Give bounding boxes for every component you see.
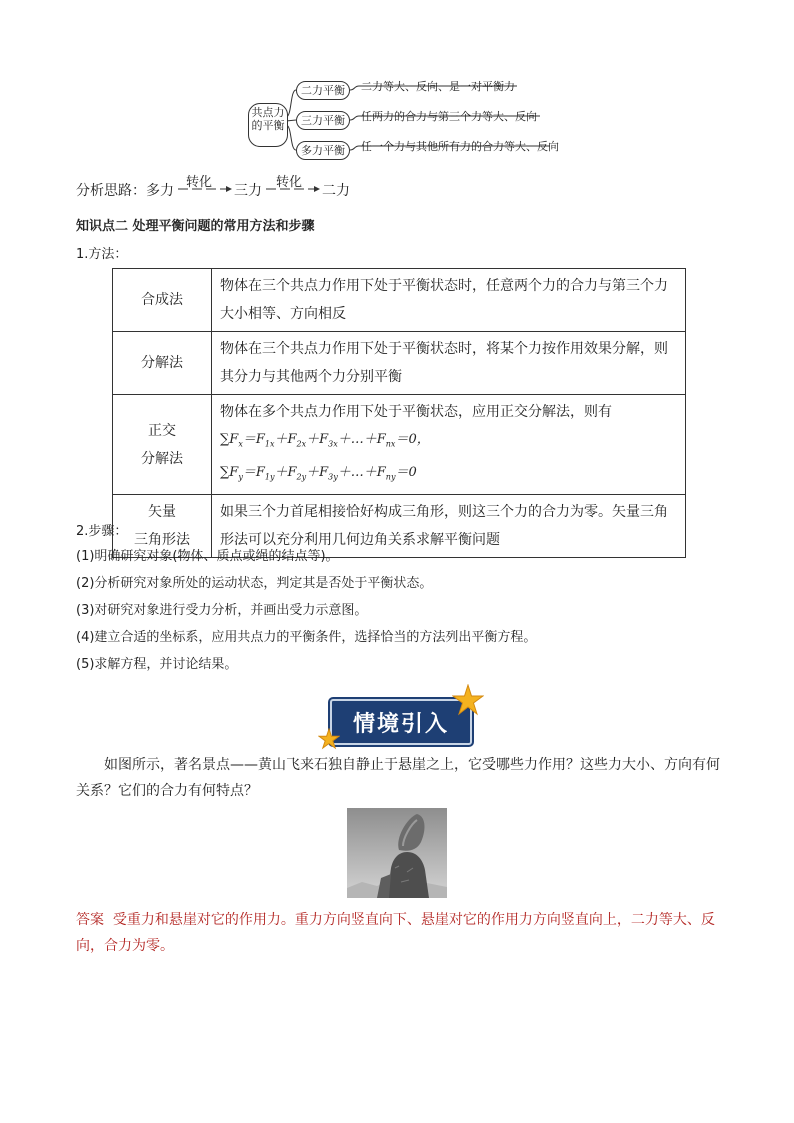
mindmap-node-multi-force: 多力平衡 xyxy=(296,141,350,160)
analysis-step-two: 二力 xyxy=(322,183,350,199)
steps-heading: 2.步骤： xyxy=(76,524,128,539)
methods-table xyxy=(112,268,686,558)
mindmap-root xyxy=(248,103,288,147)
method-desc xyxy=(212,395,686,495)
table-row xyxy=(113,395,686,495)
answer-text: 受重力和悬崖对它的作用力。重力方向竖直向下、悬崖对它的作用力方向竖直向上，二力等大、反向，合力为零。 xyxy=(76,912,715,954)
method-name-line2: 三角形法 xyxy=(134,532,190,549)
method-desc-text: 物体在多个共点力作用下处于平衡状态，应用正交分解法，则有 xyxy=(220,404,612,420)
method-name xyxy=(113,395,212,495)
analysis-step-multi: 多力 xyxy=(146,183,174,199)
mindmap-desc-multi-force: 任一个力与其他所有力的合力等大、反向 xyxy=(361,140,559,153)
feilai-rock-photo xyxy=(347,808,447,898)
mindmap-node-three-force: 三力平衡 xyxy=(296,111,350,130)
method-name: 合成法 xyxy=(113,269,212,332)
mindmap-desc-three-force: 任两力的合力与第三个力等大、反向 xyxy=(361,110,537,123)
analysis-arrow2-label: 转化 xyxy=(276,175,303,190)
methods-heading: 1.方法： xyxy=(76,247,128,262)
mindmap-root-line1: 共点力 xyxy=(251,106,285,119)
step-item: (1)明确研究对象(物体、质点或绳的结点等)。 xyxy=(76,549,339,564)
method-desc: 物体在三个共点力作用下处于平衡状态时，任意两个力的合力与第三个力大小相等、方向相反 xyxy=(212,269,686,332)
scenario-banner xyxy=(330,699,472,745)
mindmap-desc-two-force: 二力等大、反向、是一对平衡力 xyxy=(361,80,515,93)
analysis-arrow2 xyxy=(266,183,322,195)
answer-label: 答案 xyxy=(76,912,104,928)
formula-y: $\sum F_y=F_{1y}+F_{2y}+F_{3y}+\dots+F_{ny}=0$ xyxy=(220,464,417,482)
table-row xyxy=(113,332,686,395)
table-row xyxy=(113,269,686,332)
scenario-question: 如图所示，著名景点——黄山飞来石独自静止于悬崖之上，它受哪些力作用？这些力大小、方向有何关系？它们的合力有何特点？ xyxy=(76,757,720,799)
method-name-line2: 分解法 xyxy=(141,450,183,467)
analysis-arrow1-label: 转化 xyxy=(186,175,213,190)
formula-x: $\sum F_x=F_{1x}+F_{2x}+F_{3x}+\dots+F_{nx}=0$， xyxy=(220,432,430,449)
analysis-step-three: 三力 xyxy=(234,183,262,199)
answer-block xyxy=(76,907,722,959)
step-item: (2)分析研究对象所处的运动状态，判定其是否处于平衡状态。 xyxy=(76,576,433,591)
mindmap-node-two-force: 二力平衡 xyxy=(296,81,350,100)
method-name-line1: 矢量 xyxy=(148,504,176,521)
method-name-line1: 正交 xyxy=(148,422,176,439)
star-icon xyxy=(318,728,340,750)
mindmap-root-line2: 的平衡 xyxy=(251,119,285,132)
method-desc: 物体在三个共点力作用下处于平衡状态时，将某个力按作用效果分解，则其分力与其他两个力分别平衡 xyxy=(212,332,686,395)
star-icon xyxy=(452,684,484,716)
method-desc: 如果三个力首尾相接恰好构成三角形，则这三个力的合力为零。矢量三角形法可以充分利用几何边角关系求解平衡问题 xyxy=(212,495,686,558)
step-item: (3)对研究对象进行受力分析，并画出受力示意图。 xyxy=(76,603,368,618)
step-item: (4)建立合适的坐标系，应用共点力的平衡条件，选择恰当的方法列出平衡方程。 xyxy=(76,630,537,645)
analysis-label: 分析思路： xyxy=(76,183,146,199)
section-heading: 知识点二 处理平衡问题的常用方法和步骤 xyxy=(76,219,315,234)
step-item: (5)求解方程，并讨论结果。 xyxy=(76,657,238,672)
analysis-arrow1 xyxy=(178,183,234,195)
banner-title: 情境引入 xyxy=(352,711,449,737)
method-name: 分解法 xyxy=(113,332,212,395)
